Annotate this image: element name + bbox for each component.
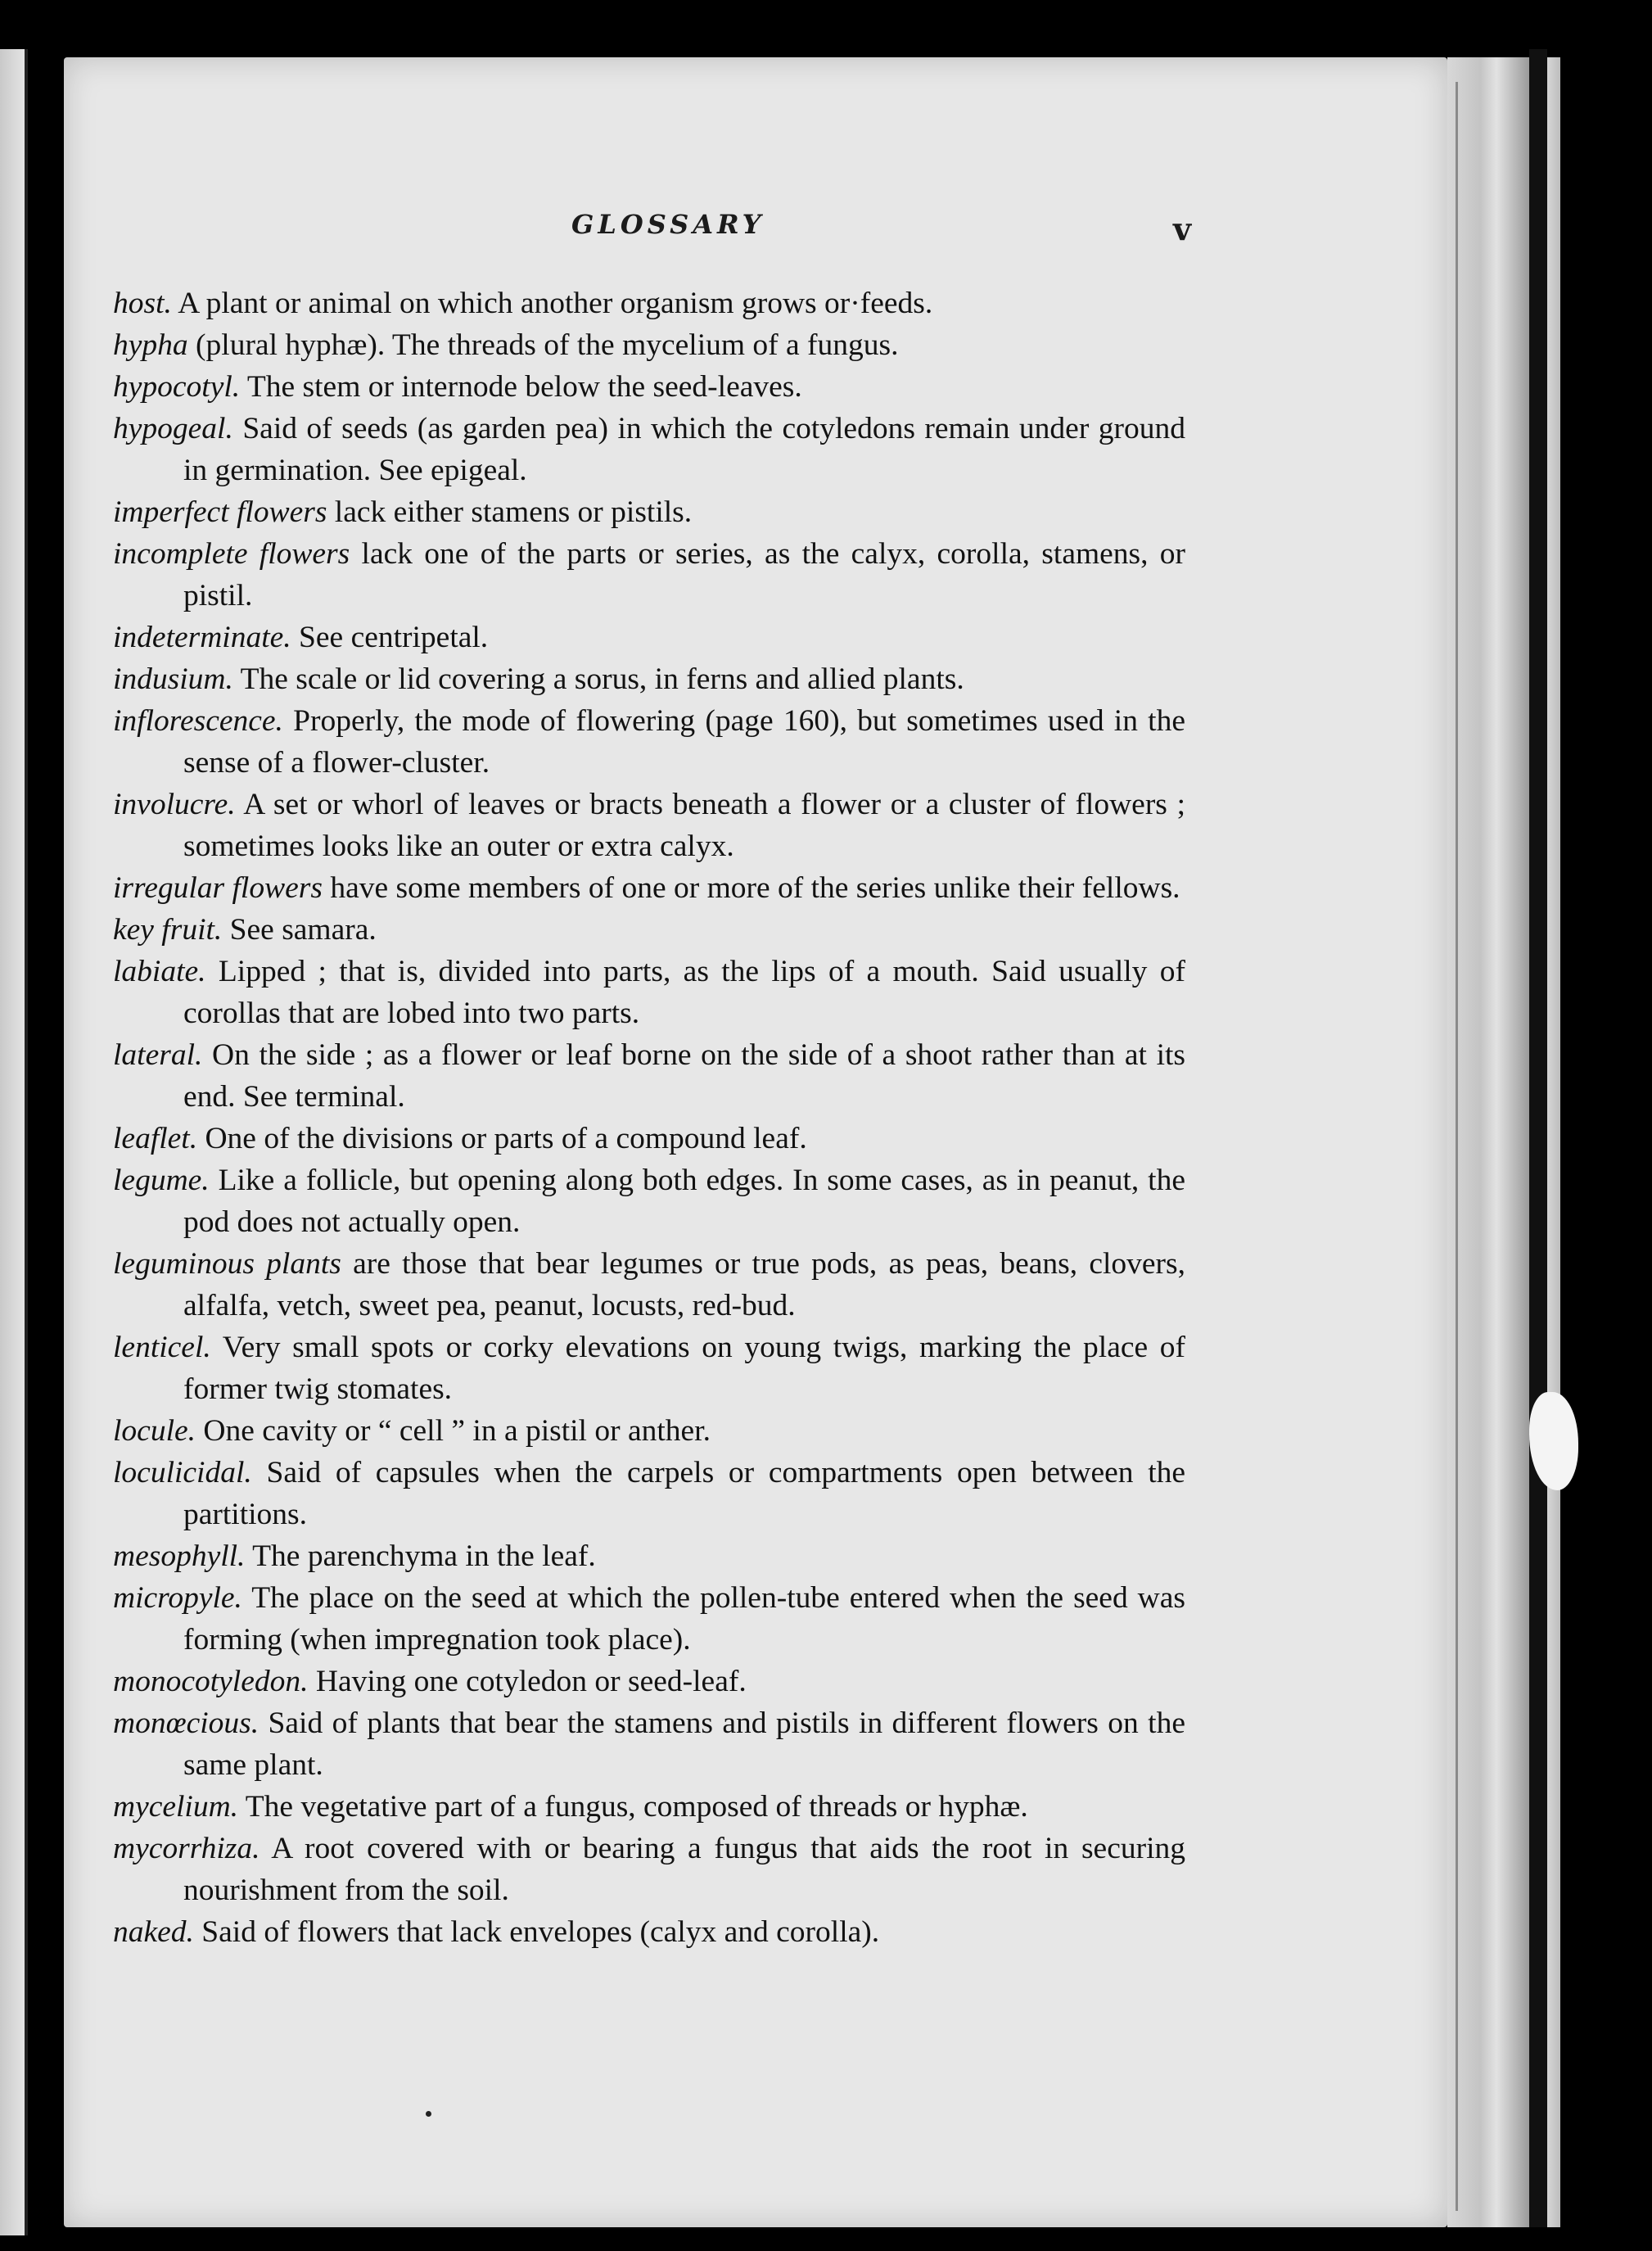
entry-term: mycelium.: [113, 1790, 239, 1824]
ink-speck: [426, 2111, 431, 2117]
glossary-entry: [113, 491, 1185, 533]
glossary-entry: [113, 1911, 1185, 1953]
left-page-edge: [0, 49, 28, 2235]
entry-definition: Said of flowers that lack envelopes (calyx and corolla).: [201, 1915, 880, 1949]
glossary-entry: [113, 1577, 1185, 1661]
glossary-entry: [113, 1661, 1185, 1702]
book-binding: [1529, 49, 1547, 2227]
glossary-entry: [113, 1034, 1185, 1118]
glossary-entry: [113, 700, 1185, 784]
entry-term: locule.: [113, 1414, 196, 1448]
glossary-entry: [113, 533, 1185, 617]
entry-definition: lack either stamens or pistils.: [334, 495, 693, 529]
glossary-entry: [113, 909, 1185, 951]
entry-definition: A plant or animal on which another organism grows or·feeds.: [178, 287, 933, 320]
entry-definition: The place on the seed at which the pollen-tube entered when the seed was forming (when impregnation took place).: [183, 1581, 1185, 1657]
entry-definition: On the side ; as a flower or leaf borne on the side of a shoot rather than at its end. See terminal.: [183, 1038, 1186, 1114]
entry-term: mycorrhiza.: [113, 1832, 260, 1865]
glossary-entry: [113, 1410, 1185, 1452]
entry-definition: One cavity or “ cell ” in a pistil or anther.: [203, 1414, 711, 1448]
entry-term: hypocotyl.: [113, 370, 241, 404]
entry-term: legume.: [113, 1164, 210, 1197]
glossary-entry: [113, 784, 1185, 867]
entry-term: host.: [113, 287, 172, 320]
glossary-entry: [113, 408, 1185, 491]
glossary-entry: [113, 617, 1185, 658]
entry-term: inflorescence.: [113, 704, 283, 738]
entry-term: micropyle.: [113, 1581, 242, 1615]
page-number: v: [1173, 210, 1192, 247]
entry-term: labiate.: [113, 955, 206, 988]
entry-definition: A root covered with or bearing a fungus that aids the root in securing nourishment from the soil.: [183, 1832, 1185, 1907]
entry-term: leaflet.: [113, 1122, 198, 1155]
glossary-entry: [113, 1702, 1185, 1786]
glossary-entry: [113, 951, 1185, 1034]
entry-definition: The vegetative part of a fungus, composed of threads or hyphæ.: [245, 1790, 1028, 1824]
glossary-entry: [113, 1159, 1185, 1243]
glossary-entry: [113, 1828, 1185, 1911]
entry-term: leguminous plants: [113, 1247, 341, 1281]
entry-definition: One of the divisions or parts of a compound leaf.: [205, 1122, 807, 1155]
glossary-entry: [113, 1243, 1185, 1327]
entry-definition: Having one cotyledon or seed-leaf.: [315, 1665, 747, 1698]
entry-definition: A set or whorl of leaves or bracts beneath a flower or a cluster of flowers ; sometimes looks like an outer or extra calyx.: [183, 788, 1185, 863]
glossary-entry: [113, 1118, 1185, 1159]
entry-term: naked.: [113, 1915, 194, 1949]
glossary-entry: [113, 324, 1185, 366]
glossary-entry: [113, 867, 1185, 909]
entry-definition: lack one of the parts or series, as the calyx, corolla, stamens, or pistil.: [183, 537, 1186, 612]
entry-term: lateral.: [113, 1038, 203, 1072]
entry-term: indusium.: [113, 662, 233, 696]
entry-term: key fruit.: [113, 913, 223, 947]
glossary-entry: [113, 1452, 1185, 1535]
page-header: [64, 209, 1447, 258]
glossary-entry: [113, 1327, 1185, 1410]
entry-term: lenticel.: [113, 1331, 211, 1364]
entry-definition: have some members of one or more of the series unlike their fellows.: [330, 871, 1180, 905]
entry-term: hypogeal.: [113, 412, 233, 445]
entry-definition: Like a follicle, but opening along both edges. In some cases, as in peanut, the pod does not actually open.: [183, 1164, 1186, 1239]
glossary-entries: [113, 283, 1185, 1953]
entry-definition: (plural hyphæ). The threads of the mycelium of a fungus.: [196, 328, 899, 362]
glossary-entry: [113, 366, 1185, 408]
entry-definition: Properly, the mode of flowering (page 160), but sometimes used in the sense of a flower-cluster.: [183, 704, 1185, 780]
entry-term: monœcious.: [113, 1706, 260, 1740]
entry-definition: Said of capsules when the carpels or compartments open between the partitions.: [183, 1456, 1186, 1531]
page-stack-edge: [1447, 57, 1529, 2227]
entry-term: monocotyledon.: [113, 1665, 309, 1698]
cover-edge: [1547, 57, 1560, 2227]
entry-term: hypha: [113, 328, 188, 362]
entry-definition: See samara.: [229, 913, 377, 947]
entry-definition: See centripetal.: [299, 621, 489, 654]
entry-definition: are those that bear legumes or true pods, as peas, beans, clovers, alfalfa, vetch, sweet pea, peanut, locusts, red-bud.: [183, 1247, 1185, 1322]
entry-term: imperfect flowers: [113, 495, 327, 529]
entry-term: loculicidal.: [113, 1456, 252, 1489]
entry-term: mesophyll.: [113, 1539, 246, 1573]
page-edge-rule: [1456, 82, 1458, 2211]
entry-definition: Very small spots or corky elevations on young twigs, marking the place of former twig stomates.: [183, 1331, 1185, 1406]
entry-definition: The parenchyma in the leaf.: [252, 1539, 596, 1573]
glossary-entry: [113, 1535, 1185, 1577]
glossary-entry: [113, 283, 1185, 324]
entry-term: involucre.: [113, 788, 236, 821]
entry-term: irregular flowers: [113, 871, 323, 905]
running-title: GLOSSARY: [571, 209, 765, 240]
entry-definition: Said of plants that bear the stamens and pistils in different flowers on the same plant.: [183, 1706, 1185, 1782]
glossary-entry: [113, 658, 1185, 700]
entry-term: indeterminate.: [113, 621, 291, 654]
glossary-entry: [113, 1786, 1185, 1828]
entry-definition: Said of seeds (as garden pea) in which the cotyledons remain under ground in germination. See epigeal.: [183, 412, 1186, 487]
entry-definition: The scale or lid covering a sorus, in ferns and allied plants.: [240, 662, 964, 696]
entry-definition: The stem or internode below the seed-leaves.: [246, 370, 802, 404]
entry-definition: Lipped ; that is, divided into parts, as the lips of a mouth. Said usually of corollas that are lobed into two parts.: [183, 955, 1186, 1030]
entry-term: incomplete flowers: [113, 537, 350, 571]
